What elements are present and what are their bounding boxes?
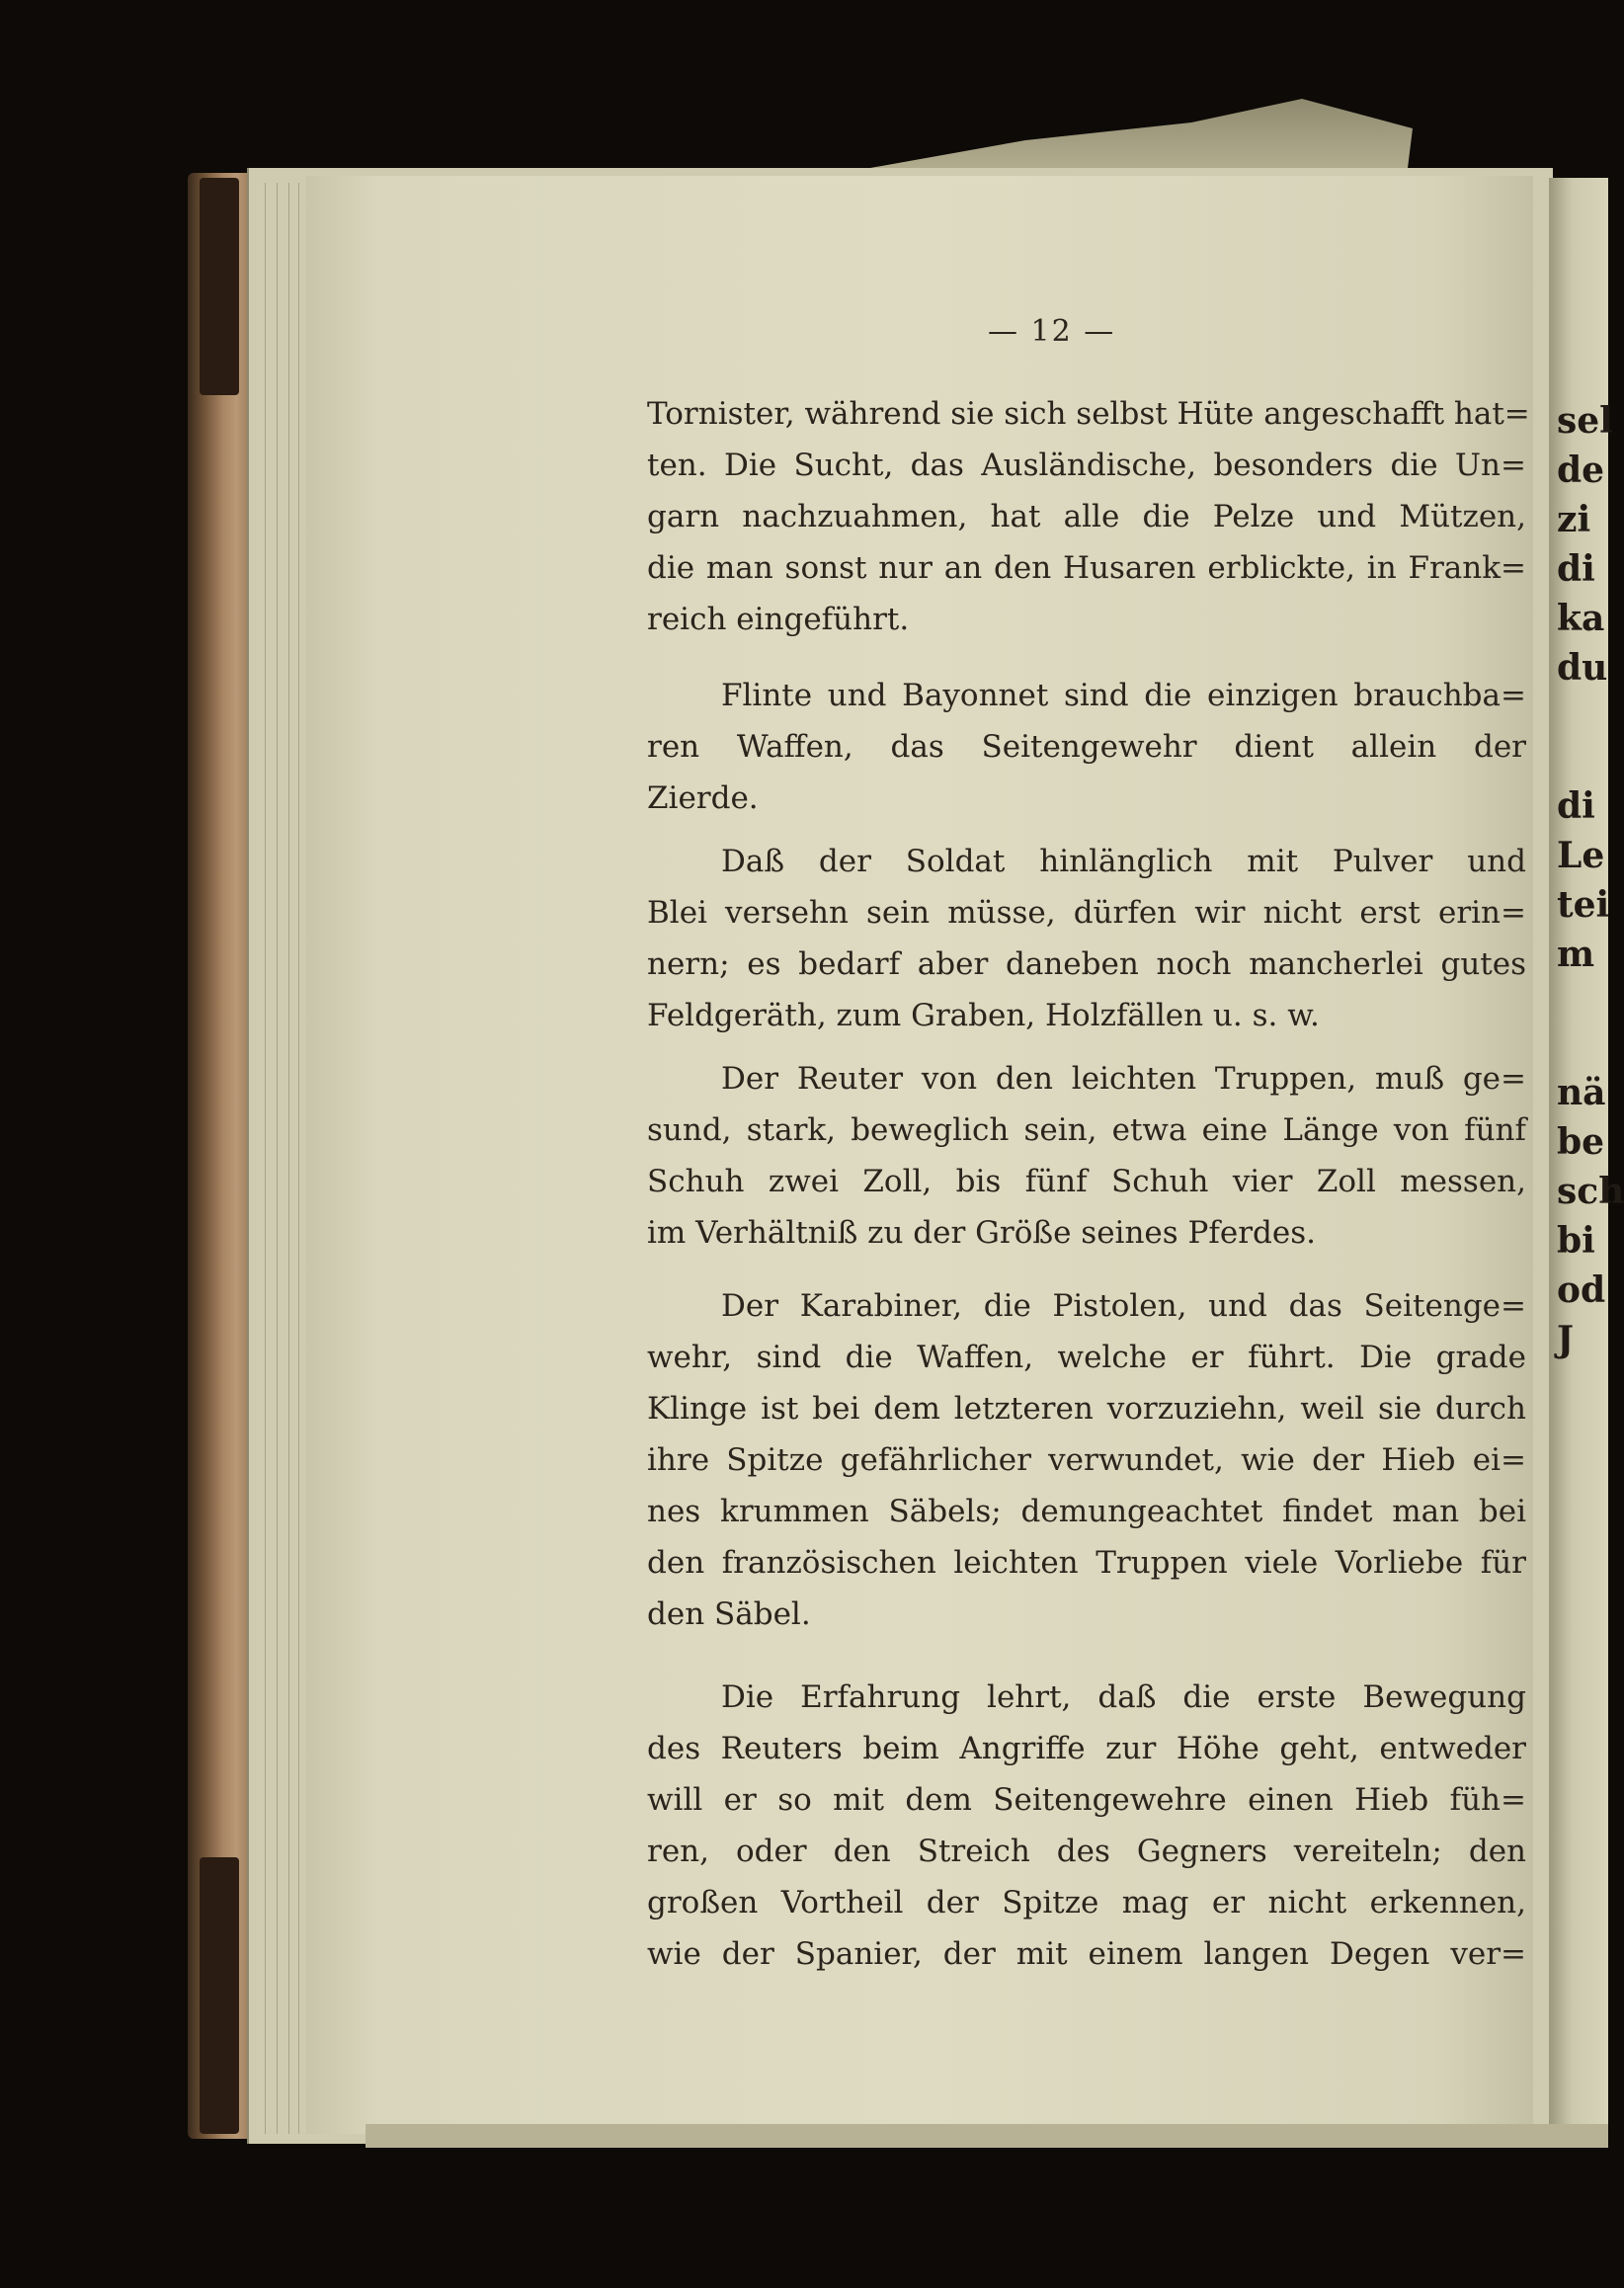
right-page-fragment: J <box>1557 1319 1575 1360</box>
text-line: Feldgeräth, zum Graben, Holzfällen u. s. w. <box>647 998 1320 1033</box>
binding-wear <box>200 178 239 395</box>
text-line: Daß der Soldat hinlänglich mit Pulver und <box>721 844 1526 879</box>
text-line: den Säbel. <box>647 1596 811 1632</box>
right-page-fragment: sch <box>1557 1171 1624 1212</box>
text-line: im Verhältniß zu der Größe seines Pferdes. <box>647 1215 1316 1251</box>
right-page-fragment: od <box>1557 1269 1606 1311</box>
right-page-fragment: bi <box>1557 1220 1595 1262</box>
right-page-fragment: di <box>1557 548 1595 590</box>
right-page-fragment: di <box>1557 785 1595 827</box>
binding-wear <box>200 1857 239 2134</box>
text-line: wehr, sind die Waffen, welche er führt. Die grade <box>647 1340 1526 1375</box>
text-line: will er so mit dem Seitengewehre einen Hieb füh= <box>647 1782 1526 1818</box>
right-page-fragment: sel <box>1557 400 1613 442</box>
text-line: ten. Die Sucht, das Ausländische, besonders die Un= <box>647 448 1526 483</box>
text-line: die man sonst nur an den Husaren erblickte, in Frank= <box>647 550 1526 586</box>
text-line: Die Erfahrung lehrt, daß die erste Bewegung <box>721 1679 1526 1715</box>
text-line: nern; es bedarf aber daneben noch mancherlei gutes <box>647 946 1526 982</box>
text-line: ren, oder den Streich des Gegners vereiteln; den <box>647 1834 1526 1869</box>
text-line: nes krummen Säbels; demungeachtet findet man bei <box>647 1494 1526 1529</box>
text-line: garn nachzuahmen, hat alle die Pelze und Mützen, <box>647 499 1526 534</box>
page-edge-line <box>265 183 266 2134</box>
page-edge-line <box>277 183 278 2134</box>
right-page-fragment: zi <box>1557 499 1591 540</box>
text-line: Der Reuter von den leichten Truppen, muß ge= <box>721 1061 1526 1097</box>
text-line: ihre Spitze gefährlicher verwundet, wie der Hieb ei= <box>647 1442 1526 1478</box>
text-line: Flinte und Bayonnet sind die einzigen brauchba= <box>721 678 1526 713</box>
text-line: reich eingeführt. <box>647 602 910 637</box>
page-bottom-edge <box>365 2124 1608 2148</box>
text-line: sund, stark, beweglich sein, etwa eine Länge von fünf <box>647 1112 1526 1148</box>
right-page-fragment: nä <box>1557 1072 1606 1113</box>
page-edge-line <box>298 183 299 2134</box>
text-line: großen Vortheil der Spitze mag er nicht erkennen, <box>647 1885 1526 1920</box>
text-line: Der Karabiner, die Pistolen, und das Seitenge= <box>721 1288 1526 1324</box>
text-line: des Reuters beim Angriffe zur Höhe geht, entweder <box>647 1731 1526 1766</box>
text-line: wie der Spanier, der mit einem langen Degen ver= <box>647 1936 1526 1972</box>
right-page-fragment: be <box>1557 1121 1605 1163</box>
page-number: — 12 — <box>988 314 1116 349</box>
text-line: Blei versehn sein müsse, dürfen wir nicht erst erin= <box>647 895 1526 931</box>
text-line: ren Waffen, das Seitengewehr dient allein der <box>647 729 1526 765</box>
right-page-fragment: du <box>1557 647 1608 689</box>
right-page-fragment: Le <box>1557 835 1605 876</box>
right-page-fragment: tei <box>1557 884 1610 926</box>
text-line: Zierde. <box>647 780 759 816</box>
text-line: Schuh zwei Zoll, bis fünf Schuh vier Zoll messen, <box>647 1164 1526 1199</box>
right-page-fragment: de <box>1557 449 1605 491</box>
right-page-edge <box>1549 178 1624 2134</box>
page-edge-line <box>288 183 289 2134</box>
text-line: Klinge ist bei dem letzteren vorzuziehn, weil sie durch <box>647 1391 1526 1427</box>
right-page-fragment: ka <box>1557 598 1605 639</box>
right-page-fragment: m <box>1557 934 1595 975</box>
text-line: den französischen leichten Truppen viele Vorliebe für <box>647 1545 1526 1581</box>
text-line: Tornister, während sie sich selbst Hüte angeschafft hat= <box>647 396 1530 432</box>
